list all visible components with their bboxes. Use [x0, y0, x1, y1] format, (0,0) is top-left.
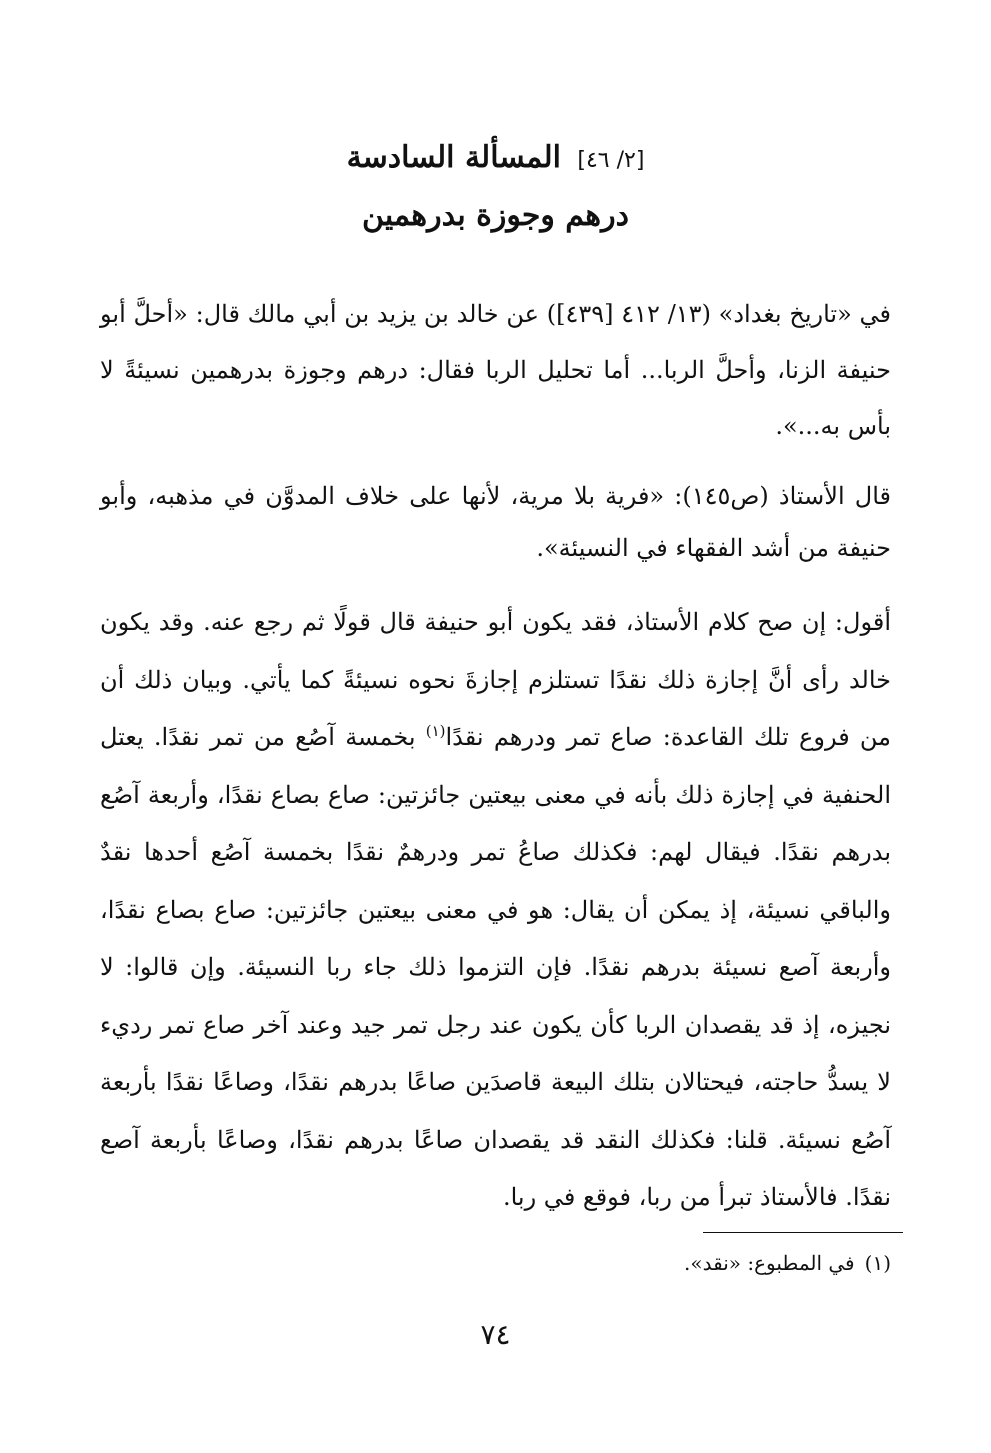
section-title: المسألة السادسة [346, 140, 561, 175]
footnote-marker[interactable]: (١) [425, 722, 446, 740]
footnote-text: في المطبوع: «نقد». [684, 1251, 855, 1275]
paragraph-2: قال الأستاذ (ص١٤٥): «فرية بلا مرية، لأنها على خلاف المدوَّن في مذهبه، وأبو حنيفة من أشد الفقهاء في النسيئة». [100, 482, 891, 562]
footnote [684, 1248, 891, 1278]
body-text [100, 286, 891, 1227]
paragraph-1: في «تاريخ بغداد» (١٣/ ٤١٢ [٤٣٩]) عن خالد بن يزيد بن أبي مالك قال: «أحلَّ أبو حنيفة الزنا، وأحلَّ الربا... أما تحليل الربا فقال: درهم وجوزة بدرهمين نسيئةً لا بأس به...». [100, 300, 891, 440]
paragraph-3 [100, 594, 891, 1227]
footnote-divider [703, 1232, 903, 1233]
section-subtitle: درهم وجوزة بدرهمين [362, 198, 629, 233]
paragraph-3-part-2: بخمسة آصُع من تمر نقدًا. يعتل الحنفية في إجازة ذلك بأنه في معنى بيعتين جائزتين: صاع بصاع نقدًا، وأربعة آصُع بدرهم نقدًا. فيقال لهم: فكذلك صاعُ تمر ودرهمٌ نقدًا بخمسة آصُع أحدها نقدٌ والباقي نسيئة، إذ يمكن أن يقال: هو في معنى بيعتين جائزتين: صاع بصاع نقدًا، وأربعة آصع نسيئة بدرهم نقدًا. فإن التزموا ذلك جاء ربا النسيئة. وإن قالوا: لا نجيزه، إذ قد يقصدان الربا كأن يكون عند رجل تمر جيد وعند آخر صاع تمر رديء لا يسدُّ حاجته، فيحتالان بتلك البيعة قاصدَين صاعًا بدرهم نقدًا، وصاعًا نقدًا بأربعة آصُع نسيئة. قلنا: فكذلك النقد قد يقصدان صاعًا بدرهم نقدًا، وصاعًا بأربعة آصع نقدًا. فالأستاذ تبرأ من ربا، فوقع في ربا. [100, 723, 891, 1211]
section-heading [0, 138, 991, 181]
section-reference: [٢/ ٤٦] [577, 148, 645, 173]
page-number: ٧٤ [480, 1318, 511, 1351]
footnote-number: (١) [864, 1251, 891, 1275]
paragraph-3-part-1: أقول: إن صح كلام الأستاذ، فقد يكون أبو حنيفة قال قولًا ثم رجع عنه. وقد يكون خالد رأى أنَّ إجازة ذلك نقدًا تستلزم إجازةَ نحوه نسيئةً كما يأتي. وبيان ذلك أن من فروع تلك القاعدة: صاع تمر ودرهم نقدًا [100, 608, 892, 751]
